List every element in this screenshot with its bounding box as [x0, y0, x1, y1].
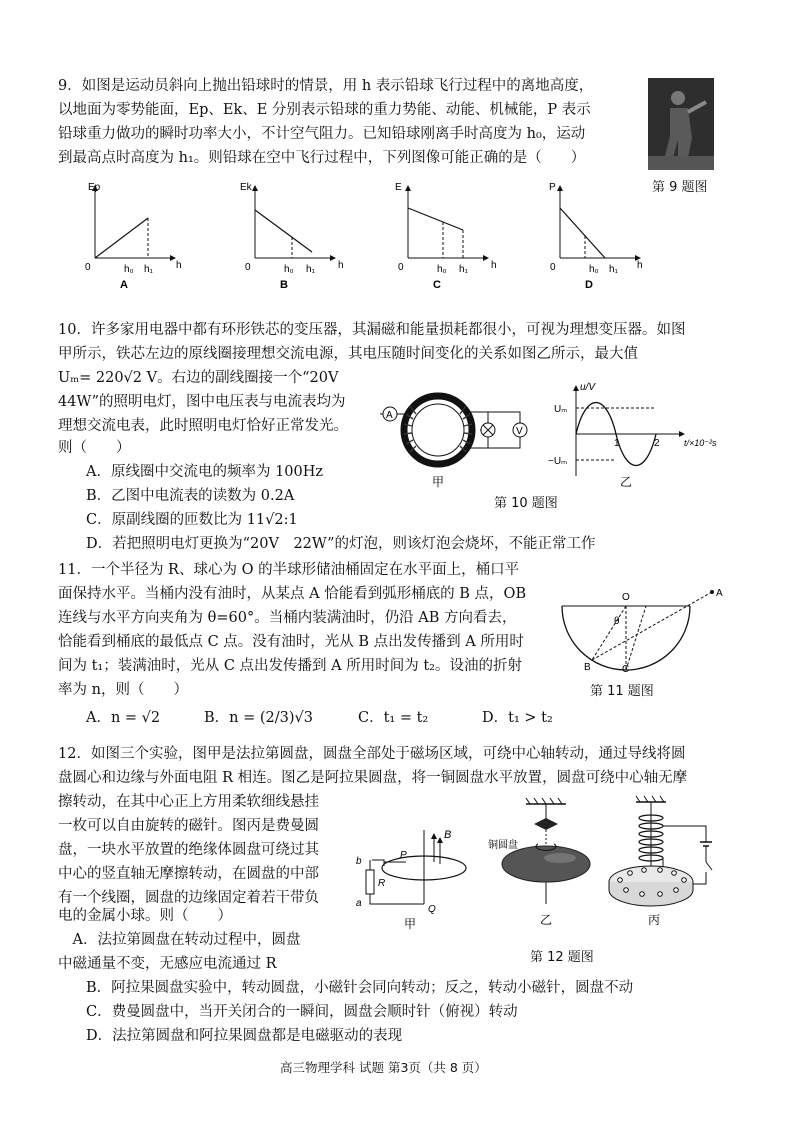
q9-line: 到最高点时高度为 h₁。则铅球在空中飞行过程中，下列图像可能正确的是（ ） — [58, 150, 586, 166]
svg-text:h₀: h₀ — [284, 264, 294, 275]
switch-icon — [706, 862, 712, 870]
svg-text:b: b — [356, 856, 362, 867]
svg-text:h: h — [338, 260, 344, 271]
svg-text:t/×10⁻²s: t/×10⁻²s — [684, 438, 717, 448]
arago-disk-diagram — [490, 796, 600, 936]
svg-text:0: 0 — [85, 262, 91, 273]
svg-text:h: h — [176, 260, 182, 271]
q11-line: 恰能看到桶底的最低点 C 点。没有油时，光从 B 点出发传播到 A 所用时 — [58, 634, 524, 650]
graph-b-ylabel: Ek — [240, 182, 252, 193]
graph-d-letter: D — [585, 279, 593, 291]
q10-line: 则（ ） — [58, 440, 131, 456]
q12-line: 电的金属小球。则（ ） — [58, 908, 232, 924]
svg-text:h₁: h₁ — [306, 264, 315, 275]
fig-jia-label: 甲 — [404, 917, 417, 931]
hemisphere-tank-diagram — [556, 582, 736, 675]
q11-line: 11．一个半径为 R、球心为 O 的半球形储油桶固定在水平面上，桶口平 — [58, 562, 520, 578]
feynman-disk-diagram — [606, 796, 736, 936]
graph-c-letter: C — [433, 279, 441, 291]
svg-text:Uₘ: Uₘ — [554, 404, 568, 415]
graph-a-ylabel: Ep — [88, 182, 101, 193]
q12-line: 盘，一块水平放置的绝缘体圆盘可绕过其 — [58, 842, 319, 858]
fig-yi-label: 乙 — [540, 913, 553, 927]
athlete-silhouette — [648, 78, 714, 170]
q12-line: 12．如图三个实验，图甲是法拉第圆盘，圆盘全部处于磁场区域，可绕中心轴转动，通过导线将圆 — [58, 746, 686, 762]
graph-a — [85, 182, 182, 291]
svg-text:V: V — [516, 426, 523, 437]
q9-line: 9．如图是运动员斜向上抛出铅球时的情景，用 h 表示铅球飞行过程中的离地高度， — [58, 78, 594, 94]
svg-text:h₁: h₁ — [144, 264, 153, 275]
graph-d-ylabel: P — [549, 182, 556, 193]
svg-text:h₁: h₁ — [609, 264, 618, 275]
svg-text:C: C — [622, 664, 630, 675]
q10-line: 44W”的照明电灯，图中电压表与电流表均为 — [58, 394, 346, 410]
svg-text:0: 0 — [550, 262, 556, 273]
graph-a-letter: A — [120, 279, 128, 291]
graph-d — [549, 182, 643, 291]
page-footer: 高三物理学科 试题 第3页（共 8 页） — [280, 1060, 487, 1075]
q12-figure-caption: 第 12 题图 — [530, 950, 594, 965]
magnet-needle-icon — [534, 818, 558, 830]
q11-figure-caption: 第 11 题图 — [590, 684, 654, 699]
svg-text:A: A — [386, 410, 393, 421]
q11-line: 率为 n，则（ ） — [58, 682, 188, 698]
q9-figure-caption: 第 9 题图 — [652, 180, 708, 195]
graph-b — [240, 182, 344, 291]
svg-text:A: A — [716, 588, 723, 599]
q11-option-d: D．t₁ > t₂ — [482, 710, 553, 726]
svg-text:0: 0 — [398, 262, 404, 273]
fig-yi-label: 乙 — [620, 475, 633, 489]
svg-text:θ: θ — [614, 616, 620, 627]
q12-option-d: D．法拉第圆盘和阿拉果圆盘都是电磁驱动的表现 — [86, 1028, 403, 1044]
svg-text:h: h — [491, 260, 497, 271]
svg-text:B: B — [584, 662, 591, 673]
q10-line: 10．许多家用电器中都有环形铁芯的变压器，其漏磁和能量损耗都很小，可视为理想变压器。如图 — [58, 322, 686, 338]
q10-option-a: A．原线圈中交流电的频率为 100Hz — [86, 464, 324, 480]
faraday-disk-diagram — [350, 820, 480, 932]
q12-line: 擦转动，在其中心正上方用柔软细线悬挂 — [58, 794, 319, 810]
svg-text:2: 2 — [654, 438, 660, 449]
svg-text:R: R — [378, 878, 386, 889]
svg-text:O: O — [622, 592, 630, 603]
q10-line: Uₘ= 220√2 V。右边的副线圈接一个“20V — [58, 370, 339, 386]
svg-text:P: P — [400, 850, 407, 861]
q9-line: 铅球重力做功的瞬时功率大小，不计空气阻力。已知铅球刚离手时高度为 h₀，运动 — [58, 126, 586, 142]
svg-text:Q: Q — [428, 904, 436, 915]
q10-figure-caption: 第 10 题图 — [494, 496, 558, 511]
graph-b-letter: B — [280, 279, 288, 291]
transformer-diagram — [380, 384, 540, 492]
copper-disk-label: 铜圆盘 — [488, 840, 518, 851]
q11-line: 面保持水平。当桶内没有油时，从某点 A 恰能看到弧形桶底的 B 点，OB — [58, 586, 527, 602]
graph-c — [395, 182, 497, 291]
q10-option-b: B．乙图中电流表的读数为 0.2A — [86, 488, 295, 504]
q11-line: 间为 t₁；装满油时，光从 C 点出发传播到 A 所用时间为 t₂。设油的折射 — [58, 658, 522, 674]
q12-line: 一枚可以自由旋转的磁针。图丙是费曼圆 — [58, 818, 319, 834]
q11-option-b: B．n = (2/3)√3 — [204, 710, 313, 726]
svg-text:h₁: h₁ — [459, 264, 468, 275]
svg-text:B: B — [444, 829, 452, 841]
fig-bing-label: 丙 — [648, 913, 661, 927]
q12-option-a-cont: 中磁通量不变，无感应电流通过 R — [58, 956, 277, 972]
q12-line: 有一个线圈，圆盘的边缘固定着若干带负 — [58, 890, 319, 906]
q9-line: 以地面为零势能面，Ep、Ek、E 分别表示铅球的重力势能、动能、机械能，P 表示 — [58, 102, 591, 118]
svg-text:h₀: h₀ — [124, 264, 134, 275]
q11-line: 连线与水平方向夹角为 θ=60°。当桶内装满油时，仍沿 AB 方向看去， — [58, 610, 517, 626]
svg-text:u/V: u/V — [580, 382, 596, 393]
q10-option-c: C．原副线圈的匝数比为 11√2:1 — [86, 512, 298, 528]
svg-text:h: h — [637, 260, 643, 271]
voltage-sine-graph — [548, 380, 738, 490]
svg-text:−Uₘ: −Uₘ — [548, 456, 568, 467]
svg-text:h₀: h₀ — [589, 264, 599, 275]
q12-option-a: A．法拉第圆盘在转动过程中，圆盘 — [58, 932, 301, 948]
q12-line: 盘圆心和边缘与外面电阻 R 相连。图乙是阿拉果圆盘，将一铜圆盘水平放置，圆盘可绕中心轴无摩 — [58, 770, 688, 786]
q12-option-c: C．费曼圆盘中，当开关闭合的一瞬间，圆盘会顺时针（俯视）转动 — [86, 1004, 518, 1020]
q10-line: 理想交流电表，此时照明电灯恰好正常发光。 — [58, 418, 348, 434]
svg-text:0: 0 — [245, 262, 251, 273]
q12-option-b: B．阿拉果圆盘实验中，转动圆盘，小磁针会同向转动；反之，转动小磁针，圆盘不动 — [86, 980, 634, 996]
q12-line: 中心的竖直轴无摩擦转动，在圆盘的中部 — [58, 866, 319, 882]
q10-line: 甲所示，铁芯左边的原线圈接理想交流电源，其电压随时间变化的关系如图乙所示，最大值 — [58, 346, 638, 362]
fig-jia-label: 甲 — [432, 475, 445, 489]
q9-graphs — [80, 180, 643, 295]
graph-c-ylabel: E — [395, 182, 402, 193]
q10-option-d: D．若把照明电灯更换为“20V 22W”的灯泡，则该灯泡会烧坏，不能正常工作 — [86, 536, 596, 552]
svg-text:1: 1 — [614, 438, 620, 449]
q11-option-a: A．n = √2 — [86, 710, 161, 726]
q11-option-c: C．t₁ = t₂ — [358, 710, 429, 726]
svg-text:a: a — [356, 898, 362, 909]
shot-put-photo — [648, 78, 714, 170]
svg-text:h₀: h₀ — [437, 264, 447, 275]
